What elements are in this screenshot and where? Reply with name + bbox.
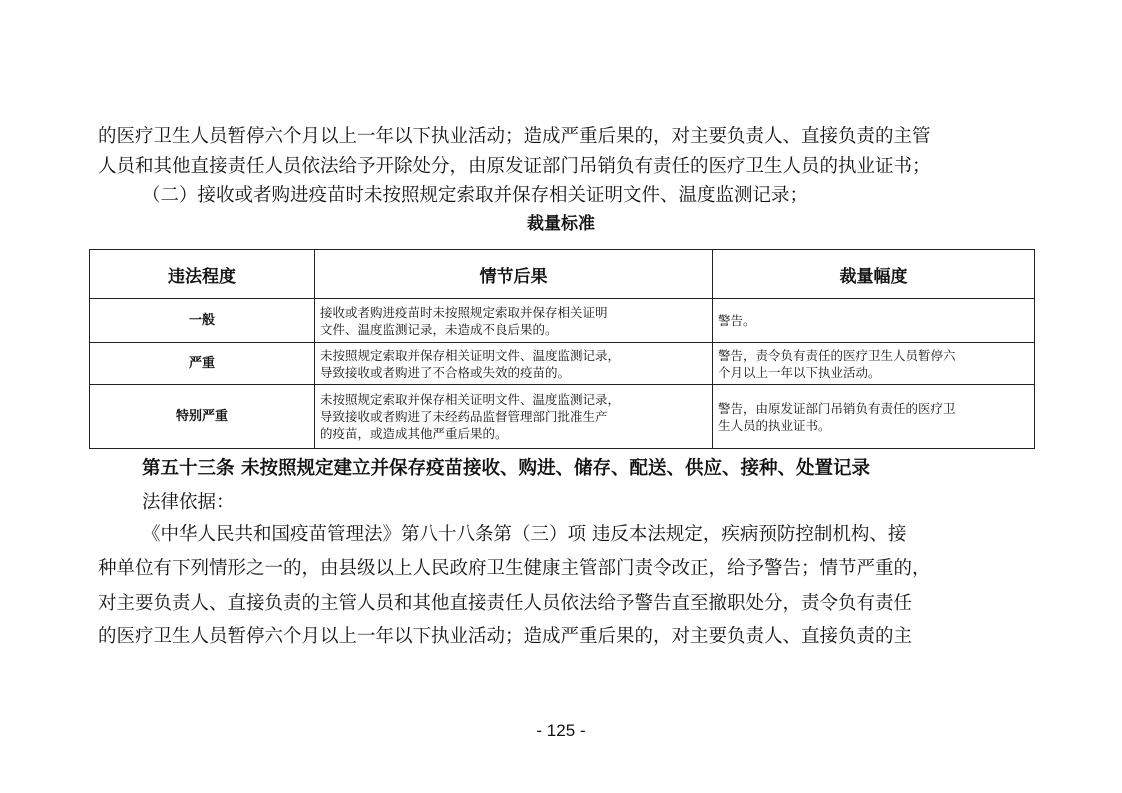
penalty-cell: 警告，由原发证部门吊销负有责任的医疗卫 生人员的执业证书。 xyxy=(713,385,1035,449)
level-cell: 一般 xyxy=(90,299,315,343)
table-row xyxy=(90,385,1035,449)
table-row xyxy=(90,343,1035,385)
paragraph-line: 的医疗卫生人员暂停六个月以上一年以下执业活动；造成严重后果的，对主要负责人、直接负责的主 xyxy=(98,626,913,647)
paragraph-line: 的医疗卫生人员暂停六个月以上一年以下执业活动；造成严重后果的，对主要负责人、直接负责的主管 xyxy=(98,126,931,147)
table-caption: 裁量标准 xyxy=(527,214,595,234)
column-header-circumstance: 情节后果 xyxy=(315,250,713,299)
table-header-row xyxy=(90,250,1035,299)
list-item: （二）接收或者购进疫苗时未按照规定索取并保存相关证明文件、温度监测记录； xyxy=(142,185,809,206)
penalty-cell: 警告，责令负有责任的医疗卫生人员暂停六 个月以上一年以下执业活动。 xyxy=(713,343,1035,385)
page-number: - 125 - xyxy=(536,721,586,740)
circumstance-cell: 未按照规定索取并保存相关证明文件、温度监测记录， 导致接收或者购进了不合格或失效的疫苗的。 xyxy=(315,343,713,385)
article-heading: 第五十三条 未按照规定建立并保存疫苗接收、购进、储存、配送、供应、接种、处置记录 xyxy=(142,458,870,479)
circumstance-cell: 接收或者购进疫苗时未按照规定索取并保存相关证明 文件、温度监测记录，未造成不良后果的。 xyxy=(315,299,713,343)
paragraph-line: 《中华人民共和国疫苗管理法》第八十八条第（三）项 违反本法规定，疾病预防控制机构、接 xyxy=(142,524,907,545)
paragraph-line: 对主要负责人、直接负责的主管人员和其他直接责任人员依法给予警告直至撤职处分，责令负有责任 xyxy=(98,593,913,614)
column-header-penalty: 裁量幅度 xyxy=(713,250,1035,299)
column-header-level: 违法程度 xyxy=(90,250,315,299)
penalty-cell: 警告。 xyxy=(713,299,1035,343)
level-cell: 特别严重 xyxy=(90,385,315,449)
level-cell: 严重 xyxy=(90,343,315,385)
legal-basis-label: 法律依据： xyxy=(142,492,235,513)
table-row xyxy=(90,299,1035,343)
circumstance-cell: 未按照规定索取并保存相关证明文件、温度监测记录， 导致接收或者购进了未经药品监督管理部门批准生产 的疫苗，或造成其他严重后果的。 xyxy=(315,385,713,449)
paragraph-line: 种单位有下列情形之一的，由县级以上人民政府卫生健康主管部门责令改正，给予警告；情节严重的， xyxy=(98,558,931,579)
discretion-standard-table xyxy=(89,249,1035,449)
paragraph-line: 人员和其他直接责任人员依法给予开除处分，由原发证部门吊销负有责任的医疗卫生人员的执业证书； xyxy=(98,156,931,177)
